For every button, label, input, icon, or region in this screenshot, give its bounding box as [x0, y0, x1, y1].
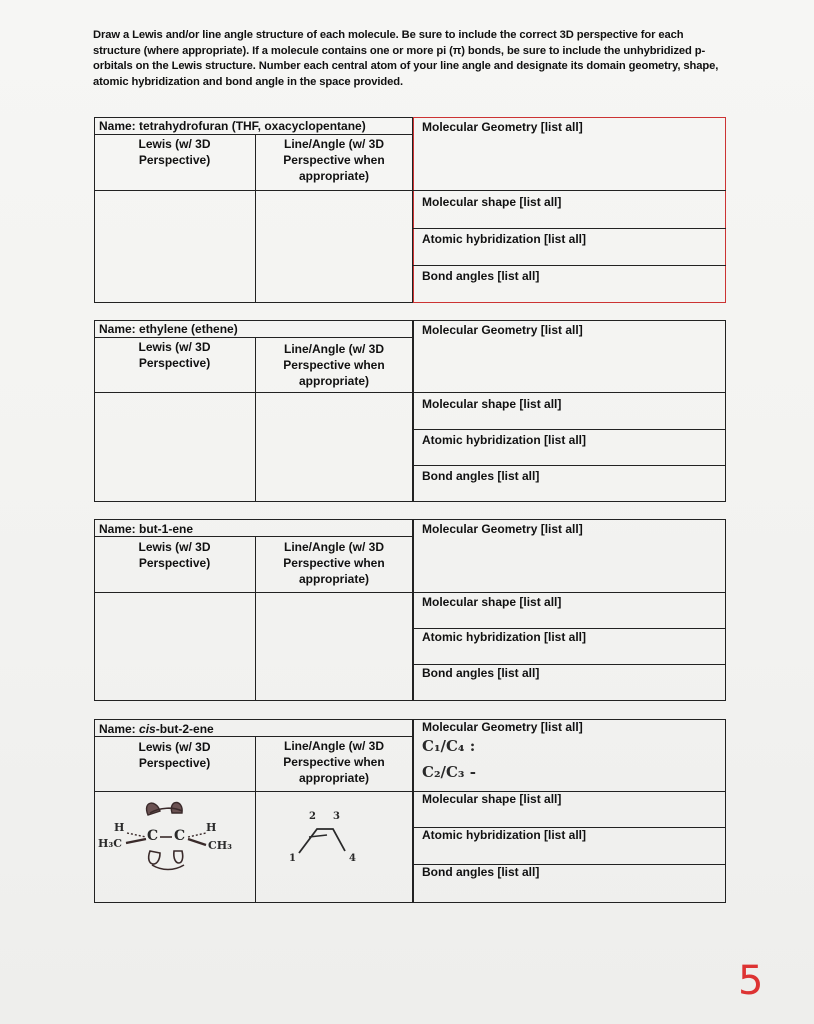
hybridization-label: Atomic hybridization [list all] [422, 433, 587, 447]
molecule-name: Name: but-1-ene [99, 522, 194, 536]
lewis-header: Lewis (w/ 3D Perspective) [138, 340, 211, 370]
geometry-label: Molecular Geometry [list all] [422, 120, 583, 134]
shape-label: Molecular shape [list all] [422, 397, 562, 411]
page-number: 5 [738, 958, 764, 1004]
line-number-3: 3 [333, 811, 340, 822]
lewis-header: Lewis (w/ 3D Perspective) [138, 137, 211, 167]
line-number-4: 4 [349, 853, 356, 864]
shape-label: Molecular shape [list all] [422, 595, 562, 609]
geometry-label: Molecular Geometry [list all] [422, 522, 583, 536]
molecule-name: Name: cis-but-2-ene [99, 722, 214, 736]
molecule-block-thf [94, 117, 726, 303]
lewis-ch3: CH₃ [208, 839, 232, 852]
geometry-handwritten-c2-c3: C₂/C₃ - [422, 763, 476, 781]
lewis-header: Lewis (w/ 3D Perspective) [138, 740, 211, 770]
geometry-label: Molecular Geometry [list all] [422, 720, 583, 734]
lewis-h-right: H [206, 821, 217, 834]
line-angle-header: Line/Angle (w/ 3D Perspective when appropriate) [283, 137, 385, 183]
lewis-header: Lewis (w/ 3D Perspective) [138, 540, 211, 570]
handwritten-line-angle-structure [255, 791, 413, 903]
line-angle-header: Line/Angle (w/ 3D Perspective when appropriate) [283, 739, 385, 785]
molecule-name: Name: tetrahydrofuran (THF, oxacyclopentane) [99, 119, 366, 133]
line-angle-header: Line/Angle (w/ 3D Perspective when appropriate) [283, 342, 385, 388]
bond-angles-label: Bond angles [list all] [422, 469, 540, 483]
geometry-label: Molecular Geometry [list all] [422, 323, 583, 337]
bond-angles-label: Bond angles [list all] [422, 865, 540, 879]
molecule-block-but-1-ene [94, 519, 726, 701]
shape-label: Molecular shape [list all] [422, 195, 562, 209]
line-angle-header: Line/Angle (w/ 3D Perspective when appropriate) [283, 540, 385, 586]
lewis-c1: C [147, 828, 159, 844]
line-number-2: 2 [309, 811, 316, 822]
lewis-c2: C [174, 828, 186, 844]
bond-angles-label: Bond angles [list all] [422, 666, 540, 680]
line-number-1: 1 [289, 853, 296, 864]
shape-label: Molecular shape [list all] [422, 792, 562, 806]
molecule-block-ethylene [94, 320, 726, 502]
instructions-text: Draw a Lewis and/or line angle structure of each molecule. Be sure to include the correct 3D perspective for each structure (where appropriate). If a molecule contains one or more pi (π) bonds, be sure to include the unhybridized p-orbitals on the Lewis structure. Number each central atom of your line angle and designate its domain geometry, shape, atomic hybridization and bond angle in the space provided. [93, 29, 719, 88]
molecule-block-cis-but-2-ene [94, 719, 726, 903]
lewis-h3c: H₃C [98, 837, 122, 850]
hybridization-label: Atomic hybridization [list all] [422, 630, 587, 644]
molecule-name: Name: ethylene (ethene) [99, 322, 238, 336]
lewis-h-left: H [114, 821, 125, 834]
hybridization-label: Atomic hybridization [list all] [422, 232, 587, 246]
hybridization-label: Atomic hybridization [list all] [422, 828, 587, 842]
handwritten-lewis-structure [94, 791, 255, 903]
line-angle-drawing [255, 791, 413, 903]
bond-angles-label: Bond angles [list all] [422, 269, 540, 283]
geometry-handwritten-c1-c4: C₁/C₄ : [422, 737, 476, 755]
